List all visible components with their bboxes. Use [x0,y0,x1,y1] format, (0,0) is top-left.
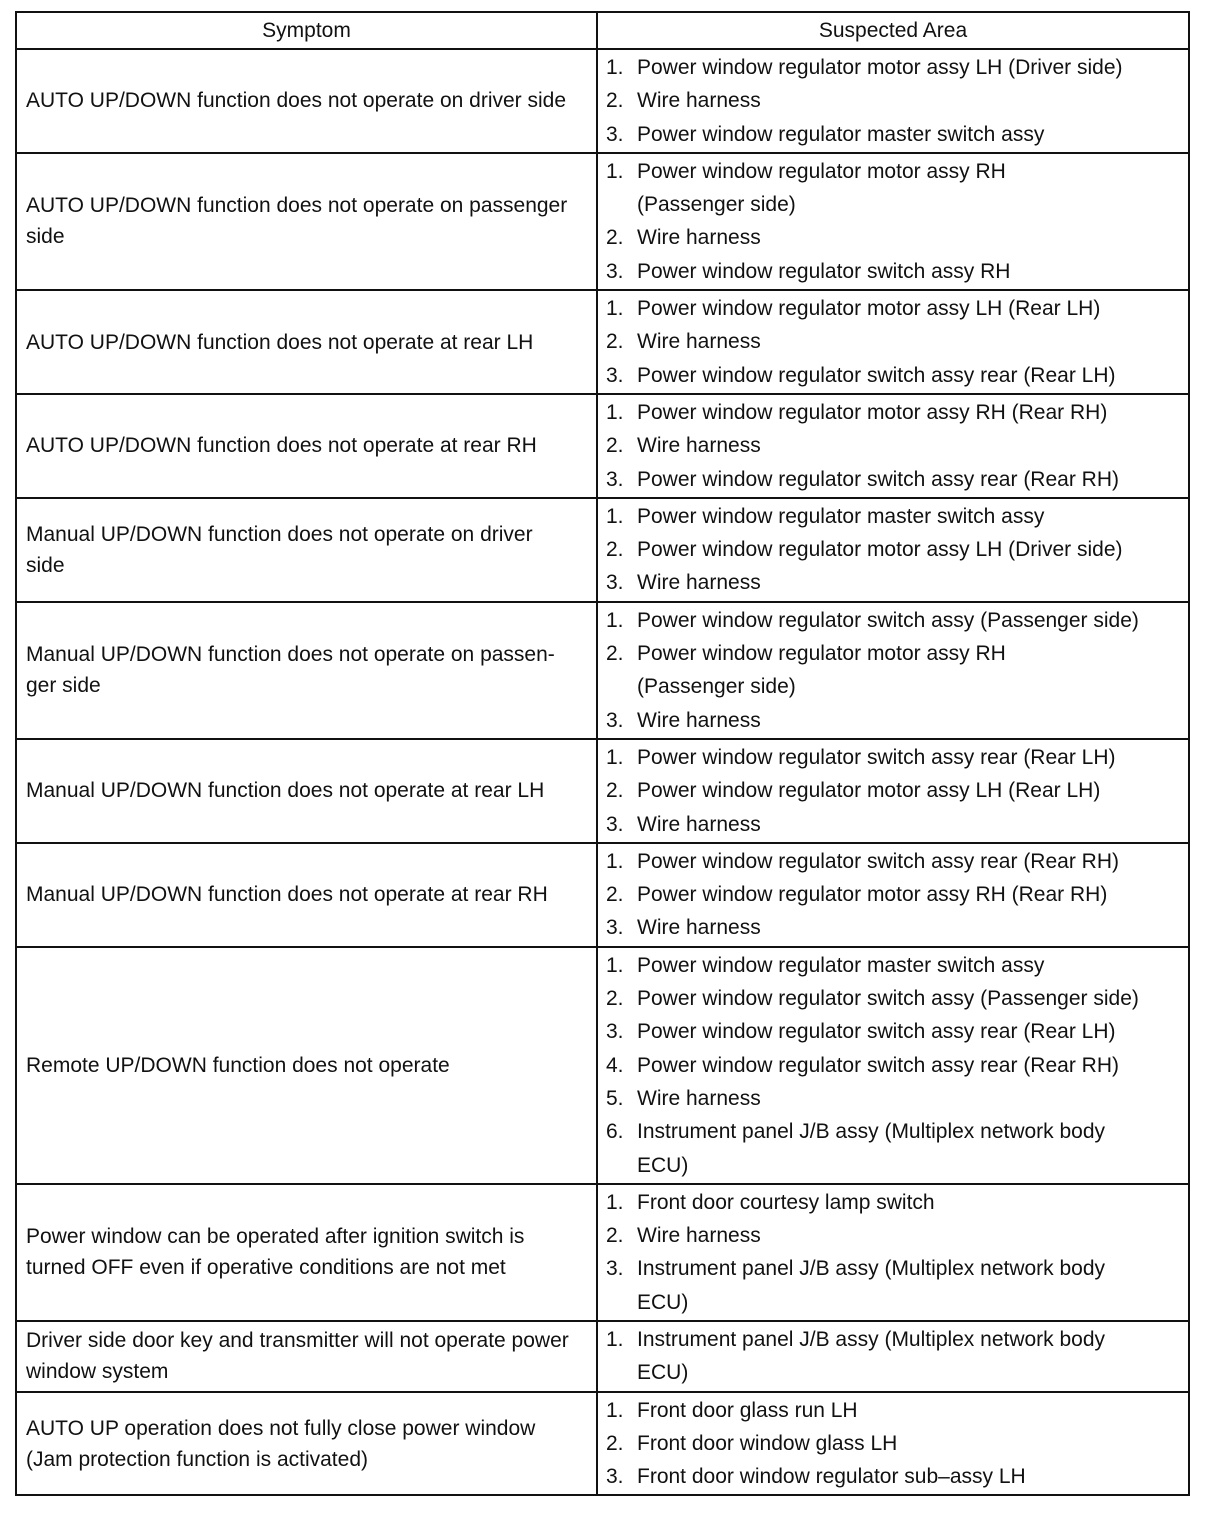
item-number: 2. [606,883,624,907]
suspected-area-list [606,1186,1180,1319]
suspected-area-item [606,637,1180,704]
suspected-area-item [606,533,1180,566]
suspected-area-item [606,774,1180,807]
item-text: Power window regulator motor assy RH (Passenger side) [637,642,1006,699]
item-text: Power window regulator motor assy LH (Driver side) [637,56,1123,79]
item-text: Power window regulator motor assy RH (Rear RH) [637,883,1108,907]
item-text: Wire harness [637,1224,761,1248]
item-number: 3. [606,1465,624,1489]
table-row [16,1184,1189,1321]
item-text: Power window regulator motor assy LH (Rear LH) [637,297,1101,321]
item-number: 1. [606,1327,624,1351]
item-number: 1. [606,745,624,769]
symptom-cell: Manual UP/DOWN function does not operate on passen- ger side [16,602,597,739]
suspected-area-item [606,292,1180,325]
suspected-area-item [606,51,1180,84]
item-text: Front door window regulator sub–assy LH [637,1465,1026,1489]
suspected-area-item [606,1015,1180,1048]
suspected-area-item [606,1186,1180,1219]
symptom-cell: Manual UP/DOWN function does not operate at rear RH [16,843,597,947]
suspected-area-item [606,1460,1180,1493]
suspected-area-item [606,1394,1180,1427]
suspected-area-item [606,704,1180,737]
suspected-area-list [606,845,1180,945]
symptom-cell: AUTO UP/DOWN function does not operate at rear RH [16,394,597,498]
suspected-area-list [606,949,1180,1182]
item-text: Power window regulator motor assy LH (Driver side) [637,538,1123,562]
item-text: Front door courtesy lamp switch [637,1190,935,1214]
symptom-cell: Driver side door key and transmitter will not operate power window system [16,1321,597,1392]
item-number: 6. [606,1120,624,1144]
item-number: 2. [606,89,624,113]
suspected-area-cell [597,498,1189,602]
item-number: 3. [606,1257,624,1281]
suspected-area-item [606,1082,1180,1115]
item-text: Front door glass run LH [637,1398,858,1422]
suspected-area-item [606,566,1180,599]
item-number: 2. [606,987,624,1011]
suspected-area-item [606,1427,1180,1460]
suspected-area-cell [597,947,1189,1184]
symptom-table [15,11,1190,1496]
suspected-area-item [606,118,1180,151]
item-number: 2. [606,642,624,666]
item-number: 1. [606,159,624,183]
suspected-area-item [606,982,1180,1015]
item-number: 5. [606,1086,624,1110]
suspected-area-item [606,429,1180,462]
suspected-area-cell [597,1392,1189,1496]
suspected-area-item [606,155,1180,222]
item-text: Wire harness [637,89,761,113]
item-text: Power window regulator switch assy rear (Rear RH) [637,467,1119,491]
symptom-cell: AUTO UP/DOWN function does not operate on driver side [16,49,597,153]
suspected-area-item [606,845,1180,878]
item-number: 3. [606,916,624,940]
suspected-area-cell [597,49,1189,153]
item-number: 3. [606,363,624,387]
suspected-area-cell [597,602,1189,739]
suspected-area-list [606,292,1180,392]
item-text: Wire harness [637,916,761,940]
suspected-area-item [606,808,1180,841]
suspected-area-list [606,155,1180,288]
suspected-area-item [606,741,1180,774]
suspected-area-item [606,1115,1180,1182]
suspected-area-cell [597,290,1189,394]
item-number: 1. [606,608,624,632]
item-text: Power window regulator motor assy RH (Passenger side) [637,159,1006,217]
item-text: Wire harness [637,226,761,250]
item-text: Instrument panel J/B assy (Multiplex network body ECU) [637,1257,1106,1314]
item-number: 4. [606,1053,624,1077]
table-row [16,394,1189,498]
symptom-cell: Power window can be operated after ignition switch is turned OFF even if operative conditions are not met [16,1184,597,1321]
item-text: Power window regulator switch assy (Passenger side) [637,608,1139,632]
item-number: 3. [606,1020,624,1044]
item-number: 2. [606,1224,624,1248]
item-number: 1. [606,1398,624,1422]
suspected-area-item [606,221,1180,254]
symptom-cell: AUTO UP/DOWN function does not operate on passenger side [16,153,597,290]
suspected-area-cell [597,394,1189,498]
table-header-row [16,12,1189,49]
suspected-area-item [606,1252,1180,1319]
item-text: Wire harness [637,571,761,595]
suspected-area-column-header: Suspected Area [597,12,1189,49]
suspected-area-cell [597,153,1189,290]
table-row [16,498,1189,602]
item-text: Instrument panel J/B assy (Multiplex network body ECU) [637,1120,1106,1177]
item-text: Instrument panel J/B assy (Multiplex network body ECU) [637,1327,1106,1385]
suspected-area-item [606,1323,1180,1390]
suspected-area-item [606,359,1180,392]
suspected-area-list [606,396,1180,496]
table-body [16,49,1189,1495]
symptom-cell: Manual UP/DOWN function does not operate at rear LH [16,739,597,843]
suspected-area-item [606,500,1180,533]
suspected-area-item [606,604,1180,637]
item-number: 1. [606,297,624,321]
item-text: Power window regulator switch assy rear (Rear RH) [637,1053,1119,1077]
item-number: 1. [606,1190,624,1214]
troubleshooting-table-container [15,11,1188,1496]
item-text: Front door window glass LH [637,1431,898,1455]
symptom-cell: Manual UP/DOWN function does not operate on driver side [16,498,597,602]
table-row [16,290,1189,394]
item-text: Power window regulator motor assy RH (Rear RH) [637,400,1108,424]
table-row [16,739,1189,843]
table-row [16,602,1189,739]
item-number: 3. [606,467,624,491]
item-text: Wire harness [637,708,761,732]
item-number: 3. [606,571,624,595]
suspected-area-list [606,1394,1180,1494]
suspected-area-item [606,949,1180,982]
table-row [16,1321,1189,1392]
item-number: 2. [606,779,624,803]
item-text: Power window regulator motor assy LH (Rear LH) [637,779,1101,803]
suspected-area-item [606,255,1180,288]
symptom-cell: AUTO UP/DOWN function does not operate at rear LH [16,290,597,394]
item-text: Wire harness [637,330,761,354]
item-text: Wire harness [637,812,761,836]
symptom-column-header: Symptom [16,12,597,49]
item-text: Wire harness [637,1086,761,1110]
item-number: 2. [606,434,624,458]
item-number: 1. [606,504,624,528]
item-number: 3. [606,708,624,732]
suspected-area-item [606,911,1180,944]
suspected-area-item [606,325,1180,358]
suspected-area-cell [597,1321,1189,1392]
item-text: Power window regulator master switch assy [637,122,1045,146]
item-number: 2. [606,226,624,250]
table-row [16,1392,1189,1496]
item-text: Wire harness [637,434,761,458]
suspected-area-item [606,396,1180,429]
item-text: Power window regulator master switch assy [637,953,1045,977]
suspected-area-item [606,84,1180,117]
item-text: Power window regulator switch assy RH [637,259,1011,283]
item-number: 1. [606,953,624,977]
item-number: 2. [606,538,624,562]
item-text: Power window regulator switch assy rear (Rear LH) [637,363,1116,387]
item-text: Power window regulator switch assy rear (Rear LH) [637,745,1116,769]
table-row [16,843,1189,947]
item-number: 3. [606,812,624,836]
suspected-area-list [606,741,1180,841]
item-number: 1. [606,849,624,873]
suspected-area-item [606,1219,1180,1252]
item-text: Power window regulator switch assy (Passenger side) [637,987,1139,1011]
table-row [16,947,1189,1184]
item-number: 3. [606,259,624,283]
suspected-area-cell [597,843,1189,947]
item-text: Power window regulator switch assy rear (Rear LH) [637,1020,1116,1044]
symptom-cell: AUTO UP operation does not fully close power window (Jam protection function is activated) [16,1392,597,1496]
suspected-area-cell [597,1184,1189,1321]
suspected-area-list [606,1323,1180,1390]
item-number: 1. [606,400,624,424]
suspected-area-item [606,463,1180,496]
item-text: Power window regulator master switch assy [637,504,1045,528]
suspected-area-cell [597,739,1189,843]
item-number: 3. [606,122,624,146]
item-number: 2. [606,1431,624,1455]
table-row [16,153,1189,290]
item-number: 1. [606,56,624,79]
suspected-area-list [606,51,1180,151]
suspected-area-list [606,604,1180,737]
suspected-area-item [606,1049,1180,1082]
item-text: Power window regulator switch assy rear (Rear RH) [637,849,1119,873]
suspected-area-item [606,878,1180,911]
item-number: 2. [606,330,624,354]
table-row [16,49,1189,153]
symptom-cell: Remote UP/DOWN function does not operate [16,947,597,1184]
suspected-area-list [606,500,1180,600]
